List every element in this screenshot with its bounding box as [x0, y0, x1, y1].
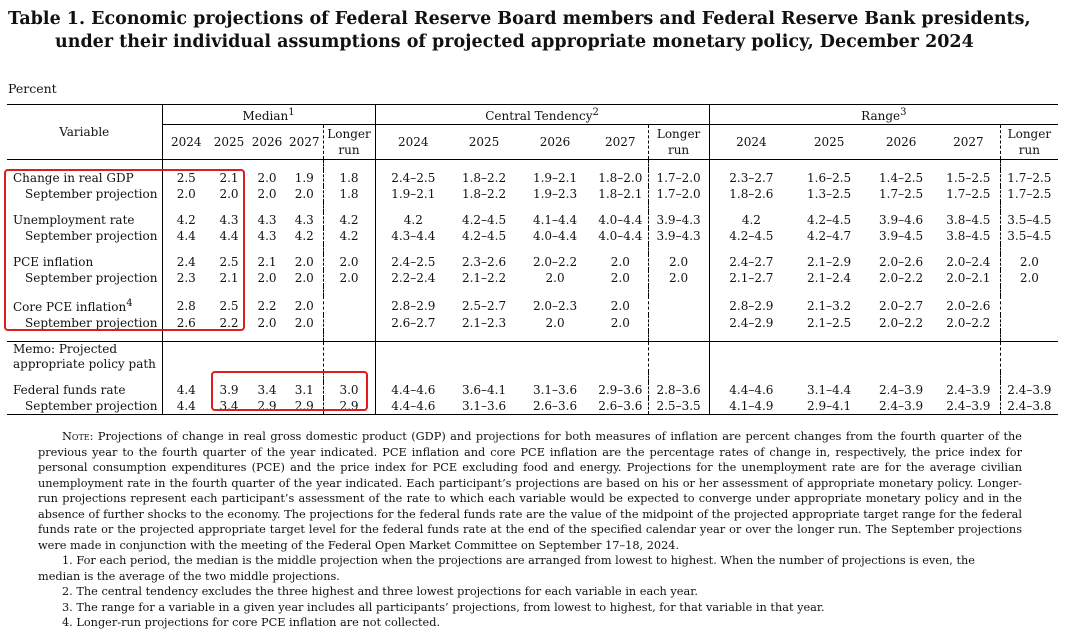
row-label: September projection — [7, 398, 162, 415]
row-label: September projection — [25, 316, 158, 330]
table-cell: 3.1–3.6 — [532, 383, 578, 397]
table-cell: 2.1–2.4 — [807, 271, 852, 285]
central-tendency-col-2025: 2025 — [451, 125, 517, 160]
table-cell: 2.0 — [219, 187, 239, 201]
table-cell: 3.9–4.3 — [648, 212, 709, 228]
table-cell: 1.8–2.2 — [461, 187, 507, 201]
table-row — [7, 270, 1058, 286]
table-cell: 2.0–2.3 — [532, 298, 578, 313]
table-cell: 2.0 — [545, 271, 565, 285]
table-cell: 2.1–3.2 — [807, 298, 852, 313]
table-cell: 4.3 — [294, 213, 314, 227]
table-cell: 4.2–4.7 — [807, 229, 852, 243]
range-group-header: Range$^3$ — [709, 105, 1058, 125]
table-cell: 2.8–2.9 — [375, 296, 451, 315]
table-cell — [323, 315, 375, 331]
footnote-1-cont: median is the average of the two middle projections. — [38, 569, 340, 583]
table-cell: 2.5–3.5 — [648, 398, 709, 415]
table-cell: 3.4 — [257, 383, 277, 397]
table-cell: 3.8–4.5 — [946, 229, 991, 243]
table-cell: 4.2–4.5 — [709, 228, 793, 244]
table-cell: 2.5–2.7 — [461, 298, 507, 313]
table-row — [7, 186, 1058, 202]
table-cell: 2.1–2.3 — [461, 316, 507, 330]
table-row — [7, 170, 1058, 186]
row-label: Change in real GDP — [13, 171, 134, 185]
table-cell: 2.1–2.7 — [709, 270, 793, 286]
table-row — [7, 315, 1058, 331]
table-cell: 2.6–3.6 — [593, 398, 648, 415]
table-row — [7, 398, 1058, 415]
row-label: September projection — [25, 229, 158, 243]
table-cell: 1.7–2.5 — [1000, 170, 1058, 186]
table-cell: 2.0–2.6 — [879, 255, 924, 269]
table-cell: 2.0–2.6 — [946, 298, 991, 313]
table-cell: 2.8–2.9 — [709, 296, 793, 315]
table-cell: 2.0 — [610, 316, 630, 330]
table-cell: 2.9 — [248, 398, 286, 415]
table-cell: 3.8–4.5 — [946, 213, 991, 227]
table-row — [7, 228, 1058, 244]
central-tendency-col-2026: 2026 — [517, 125, 593, 160]
title-line-1: Table 1. Economic projections of Federal Reserve Board members and Federal Reserve Bank presidents, — [8, 9, 1031, 29]
table-cell: 4.3–4.4 — [375, 228, 451, 244]
range-col-2026: 2026 — [865, 125, 937, 160]
median-col-2025: 2025 — [210, 125, 248, 160]
projections-table — [7, 104, 1058, 415]
table-cell: 2.4–3.8 — [1000, 398, 1058, 415]
table-cell: 4.4–4.6 — [375, 382, 451, 398]
table-cell: 2.0 — [257, 171, 277, 185]
table-cell: 2.0–2.2 — [946, 316, 991, 330]
table-cell: 4.0–4.4 — [598, 229, 643, 243]
table-cell: 2.2 — [219, 316, 239, 330]
title-line-2: under their individual assumptions of projected appropriate monetary policy, December 2024 — [55, 32, 974, 52]
memo-label: Memo: Projected appropriate policy path — [7, 342, 162, 373]
table-cell: 3.4 — [210, 398, 248, 415]
table-cell: 4.2 — [709, 212, 793, 228]
table-cell: 4.3 — [219, 213, 239, 227]
table-cell: 1.9–2.1 — [532, 171, 578, 185]
table-cell: 4.3 — [257, 213, 277, 227]
table-cell: 2.0 — [294, 255, 314, 269]
table-cell: 2.4–2.9 — [709, 315, 793, 331]
table-cell: 1.9–2.3 — [532, 187, 578, 201]
table-cell: 3.9–4.5 — [879, 229, 924, 243]
spacer-row — [7, 331, 1058, 342]
table-cell: 2.0 — [257, 316, 277, 330]
table-cell: 2.6 — [162, 315, 210, 331]
table-cell: 2.1–2.2 — [461, 271, 507, 285]
table-cell: 3.5–4.5 — [1000, 228, 1058, 244]
table-notes — [38, 429, 1022, 631]
table-cell: 3.9–4.3 — [648, 228, 709, 244]
table-cell: 1.8 — [323, 170, 375, 186]
table-cell: 1.6–2.5 — [807, 171, 852, 185]
table-cell: 1.3–2.5 — [807, 187, 852, 201]
unit-label: Percent — [8, 81, 57, 96]
table-cell: 2.1 — [257, 255, 277, 269]
table-cell: 2.0 — [648, 254, 709, 270]
table-cell: 1.7–2.0 — [648, 170, 709, 186]
table-cell: 4.2–4.5 — [461, 213, 507, 227]
table-cell: 2.6–3.6 — [517, 398, 593, 415]
spacer-row — [7, 286, 1058, 296]
range-col-2027: 2027 — [937, 125, 1000, 160]
table-cell: 2.0 — [294, 187, 314, 201]
footnote-1: 1. For each period, the median is the middle projection when the projections are arranged from lowest to highest. When the number of projections is even, the — [62, 554, 975, 567]
table-cell: 2.5 — [219, 255, 239, 269]
table-cell: 2.0 — [323, 254, 375, 270]
table-cell — [1000, 315, 1058, 331]
table-cell: 1.9–2.1 — [375, 186, 451, 202]
variable-header: Variable — [7, 105, 162, 160]
table-cell — [648, 315, 709, 331]
table-cell: 2.0–2.2 — [532, 255, 578, 269]
table-cell: 1.8–2.6 — [709, 186, 793, 202]
row-label: Core PCE inflation$^4$ — [13, 298, 133, 314]
table-cell: 2.1–2.5 — [807, 316, 852, 330]
table-cell: 2.2 — [257, 298, 277, 313]
table-cell: 2.3–2.7 — [709, 170, 793, 186]
row-label: PCE inflation — [13, 255, 94, 269]
table-cell: 2.0–2.2 — [879, 271, 924, 285]
table-cell: 2.0 — [294, 271, 314, 285]
table-cell: 2.9 — [323, 398, 375, 415]
table-cell: 1.8–2.0 — [598, 171, 643, 185]
median-col-2027: 2027 — [286, 125, 323, 160]
table-cell: 3.9–4.6 — [879, 213, 924, 227]
table-cell: 2.1 — [219, 271, 239, 285]
table-row — [7, 382, 1058, 398]
table-cell: 2.4–3.9 — [937, 398, 1000, 415]
range-col-2024: 2024 — [709, 125, 793, 160]
table-cell: 2.5 — [162, 170, 210, 186]
table-cell: 2.4–2.7 — [709, 254, 793, 270]
table-cell: 2.5 — [219, 298, 239, 313]
table-cell: 2.0 — [294, 298, 314, 313]
table-cell: 1.7–2.5 — [1000, 186, 1058, 202]
table-cell: 2.0 — [545, 316, 565, 330]
table-cell: 4.2 — [162, 212, 210, 228]
median-col-2024: 2024 — [162, 125, 210, 160]
table-cell: 2.4–3.9 — [865, 398, 937, 415]
table-cell: 2.8 — [162, 296, 210, 315]
table-cell: 2.8–3.6 — [648, 382, 709, 398]
table-cell: 2.0–2.2 — [879, 316, 924, 330]
table-cell: 2.0 — [1000, 254, 1058, 270]
table-cell: 4.4–4.6 — [709, 382, 793, 398]
table-cell: 2.0 — [294, 316, 314, 330]
table-cell: 4.4 — [219, 229, 239, 243]
note-paragraph: Note: Projections of change in real gross domestic product (GDP) and projections for both measures of inflation are percent changes from the fourth quarter of the previous year to the fourth quarter of the year indicated. PCE inflation and core PCE inflation are the percentage rates of change in, respectively, the price index for personal consumption expenditures (PCE) and the price index for PCE excluding food and energy. Projections for the unemployment rate are for the average civilian unemployment rate in the fourth quarter of the year indicated. Each participant’s projections are based on his or her assessment of appropriate monetary policy. Longer-run projections represent each participant’s assessment of the rate to which each variable would be expected to converge under appropriate monetary policy and in the absence of further shocks to the economy. The projections for the federal funds rate are the value of the midpoint of the projected appropriate target range for the federal funds rate or the projected appropriate target level for the federal funds rate at the end of the specified calendar year or over the longer run. The September projections were made in conjunction with the meeting of the Federal Open Market Committee on September 17–18, 2024. — [38, 430, 1022, 552]
table-cell: 4.2–4.5 — [807, 213, 852, 227]
table-title — [8, 8, 1072, 54]
row-label: September projection — [25, 187, 158, 201]
table-cell: 2.0 — [610, 255, 630, 269]
table-cell — [323, 296, 375, 315]
row-label: Federal funds rate — [13, 383, 126, 397]
range-col-longer-run: Longer run — [1000, 125, 1058, 160]
table-cell: 2.9–3.6 — [598, 383, 643, 397]
table-cell: 2.4–2.5 — [375, 254, 451, 270]
spacer-row — [7, 244, 1058, 254]
footnote-3: 3. The range for a variable in a given year includes all participants’ projections, from lowest to highest, for that variable in that year. — [62, 600, 825, 614]
table-cell: 4.2 — [294, 229, 314, 243]
spacer-row — [7, 202, 1058, 212]
table-cell: 1.7–2.5 — [879, 187, 924, 201]
table-cell: 4.2 — [323, 212, 375, 228]
table-cell: 2.4–3.9 — [946, 383, 991, 397]
table-cell: 4.0–4.4 — [532, 229, 578, 243]
table-cell: 4.4 — [162, 382, 210, 398]
table-cell: 2.4–3.9 — [1000, 382, 1058, 398]
median-col-2026: 2026 — [248, 125, 286, 160]
central-tendency-group-header: Central Tendency$^2$ — [375, 105, 709, 125]
range-col-2025: 2025 — [793, 125, 865, 160]
table-cell: 1.7–2.5 — [946, 187, 991, 201]
table-cell: 2.2–2.4 — [375, 270, 451, 286]
table-cell: 3.1–3.6 — [451, 398, 517, 415]
table-cell: 3.1–4.4 — [807, 383, 852, 397]
row-label: Unemployment rate — [13, 213, 135, 227]
table-cell: 4.4 — [162, 398, 210, 415]
table-cell: 2.4–3.9 — [879, 383, 924, 397]
table-cell: 1.4–2.5 — [879, 171, 924, 185]
table-cell: 1.7–2.0 — [648, 186, 709, 202]
table-cell: 2.0 — [257, 187, 277, 201]
table-cell: 2.0 — [257, 271, 277, 285]
table-cell — [648, 296, 709, 315]
table-cell: 2.9 — [286, 398, 323, 415]
table-cell: 2.0–2.4 — [946, 255, 991, 269]
table-cell: 2.0 — [648, 270, 709, 286]
table-cell: 3.5–4.5 — [1000, 212, 1058, 228]
median-group-header: Median$^1$ — [162, 105, 375, 125]
footnote-4: 4. Longer-run projections for core PCE inflation are not collected. — [62, 616, 441, 629]
table-cell: 2.0 — [610, 298, 630, 313]
footnote-2: 2. The central tendency excludes the three highest and three lowest projections for each variable in each year. — [62, 585, 698, 598]
median-col-longer-run: Longer run — [323, 125, 375, 160]
table-cell: 4.2 — [323, 228, 375, 244]
table-cell: 4.3 — [257, 229, 277, 243]
table-cell: 4.1–4.4 — [532, 213, 578, 227]
table-cell: 2.6–2.7 — [375, 315, 451, 331]
row-label: September projection — [25, 271, 158, 285]
table-row — [7, 212, 1058, 228]
table-cell: 2.4 — [162, 254, 210, 270]
central-tendency-col-2024: 2024 — [375, 125, 451, 160]
table-cell: 2.0 — [323, 270, 375, 286]
table-cell: 4.4–4.6 — [375, 398, 451, 415]
table-cell: 2.1 — [219, 171, 239, 185]
table-cell: 3.9 — [219, 383, 239, 397]
table-cell — [1000, 296, 1058, 315]
central-tendency-col-2027: 2027 — [593, 125, 648, 160]
table-cell: 1.8–2.2 — [461, 171, 507, 185]
table-cell: 1.9 — [294, 171, 314, 185]
memo-row — [7, 342, 1058, 373]
table-cell: 2.0 — [610, 271, 630, 285]
table-cell: 2.9–4.1 — [793, 398, 865, 415]
table-cell: 4.4 — [162, 228, 210, 244]
table-cell: 2.1–2.9 — [807, 255, 852, 269]
table-cell: 2.4–2.5 — [375, 170, 451, 186]
table-cell: 3.0 — [323, 382, 375, 398]
table-cell: 1.8 — [323, 186, 375, 202]
table-cell: 2.0–2.1 — [946, 271, 991, 285]
table-cell: 3.6–4.1 — [461, 383, 507, 397]
table-cell: 2.0–2.7 — [879, 298, 924, 313]
table-cell: 4.0–4.4 — [598, 213, 643, 227]
table-cell: 4.1–4.9 — [709, 398, 793, 415]
table-cell: 2.3–2.6 — [461, 255, 507, 269]
table-cell: 1.5–2.5 — [946, 171, 991, 185]
table-cell: 2.0 — [162, 186, 210, 202]
table-cell: 3.1 — [294, 383, 314, 397]
table-cell: 1.8–2.1 — [598, 187, 643, 201]
table-row — [7, 254, 1058, 270]
spacer-row — [7, 372, 1058, 382]
table-cell: 4.2 — [375, 212, 451, 228]
spacer-row — [7, 160, 1058, 171]
table-cell: 4.2–4.5 — [461, 229, 507, 243]
table-cell: 2.0 — [1000, 270, 1058, 286]
central-tendency-col-longer-run: Longer run — [648, 125, 709, 160]
table-cell: 2.3 — [162, 270, 210, 286]
table-row — [7, 296, 1058, 315]
